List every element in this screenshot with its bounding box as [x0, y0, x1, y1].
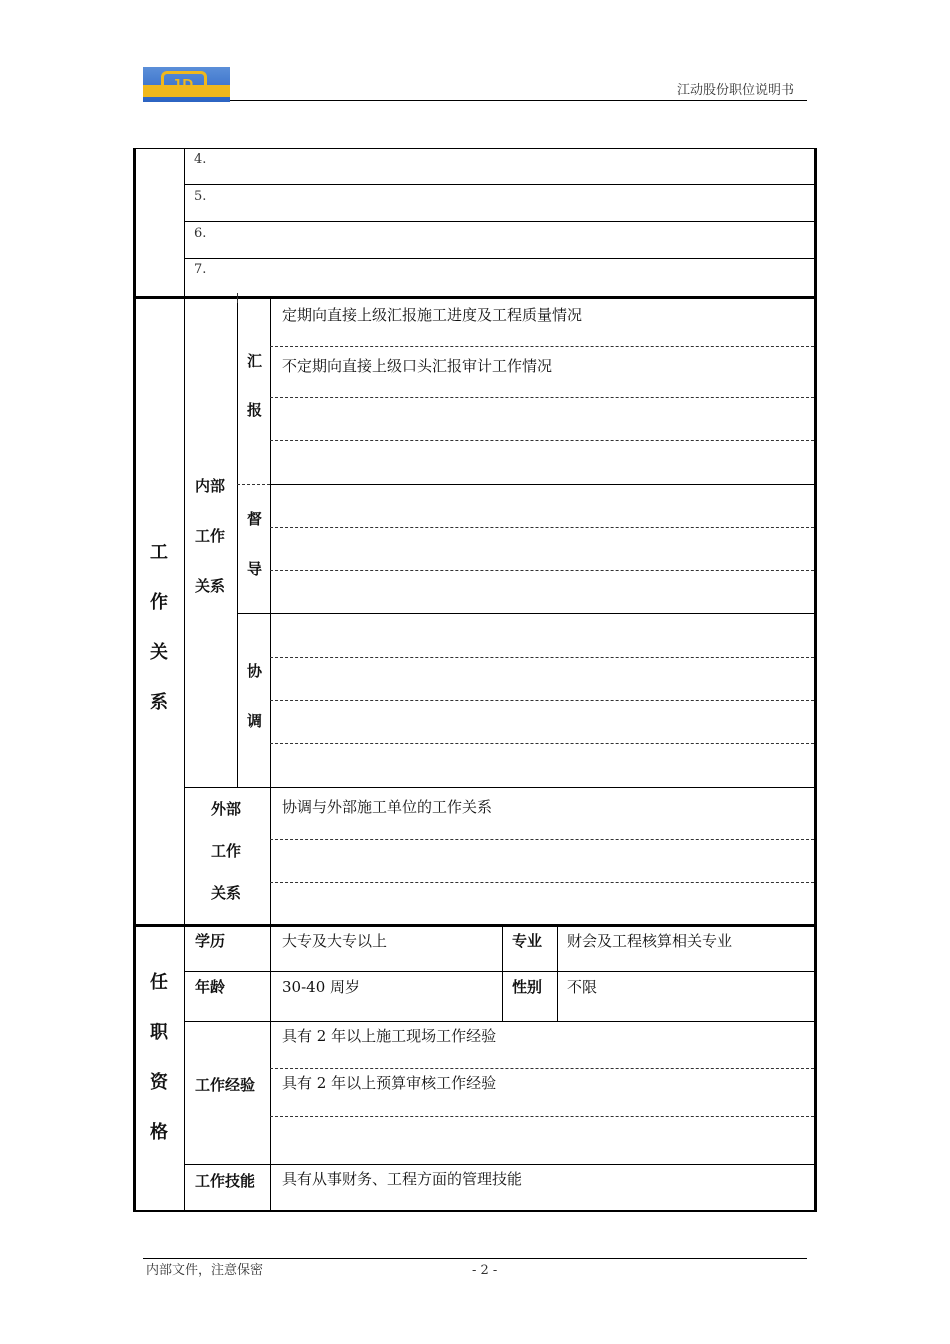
section-title-char: 作 [150, 592, 168, 613]
section-title-char: 工 [150, 542, 168, 563]
internal-label: 工作 [195, 527, 226, 545]
report-label: 汇 [247, 352, 263, 370]
report-item: 不定期向直接上级口头汇报审计工作情况 [282, 357, 553, 375]
major-label: 专业 [512, 932, 543, 950]
report-label: 报 [247, 401, 263, 419]
section-divider-1 [133, 296, 817, 299]
section-title-char: 职 [150, 1022, 168, 1043]
experience-item: 具有 2 年以上预算审核工作经验 [282, 1074, 497, 1092]
education-label: 学历 [195, 932, 226, 950]
page-number: - 2 - [472, 1263, 498, 1278]
external-label: 关系 [211, 884, 242, 902]
age-label: 年龄 [195, 978, 226, 996]
gender-value: 不限 [567, 978, 598, 996]
external-item: 协调与外部施工单位的工作关系 [282, 798, 493, 816]
doc-title: 江动股份职位说明书 [677, 83, 795, 98]
coordinate-label: 调 [247, 712, 263, 730]
section-title-char: 关 [150, 642, 168, 663]
footer-confidential: 内部文件，注意保密 [146, 1263, 264, 1278]
section-title-char: 任 [150, 972, 168, 993]
table-border-left [133, 148, 136, 1212]
table-border-right [814, 148, 817, 1212]
external-label: 工作 [211, 842, 242, 860]
supervise-label: 导 [247, 560, 263, 578]
header-rule [230, 100, 807, 101]
duty-item: 7. [194, 262, 207, 277]
coordinate-label: 协 [247, 662, 263, 680]
section-title-char: 格 [150, 1122, 168, 1143]
section-divider-2 [133, 924, 817, 927]
internal-label: 内部 [195, 477, 226, 495]
experience-item: 具有 2 年以上施工现场工作经验 [282, 1027, 497, 1045]
education-value: 大专及大专以上 [282, 932, 388, 950]
major-value: 财会及工程核算相关专业 [567, 932, 733, 950]
internal-label: 关系 [195, 577, 226, 595]
skills-label: 工作技能 [195, 1172, 256, 1190]
table-bottom-edge [133, 1210, 817, 1212]
section-title-char: 资 [150, 1072, 168, 1093]
duty-item: 5. [194, 189, 207, 204]
duty-item: 6. [194, 226, 207, 241]
skills-item: 具有从事财务、工程方面的管理技能 [282, 1170, 523, 1188]
footer-rule [143, 1258, 807, 1259]
experience-label: 工作经验 [195, 1076, 256, 1094]
report-item: 定期向直接上级汇报施工进度及工程质量情况 [282, 306, 583, 324]
duty-item: 4. [194, 152, 207, 167]
age-value: 30-40 周岁 [282, 978, 361, 996]
company-logo: JD [143, 67, 230, 102]
gender-label: 性别 [512, 978, 543, 996]
section-title-char: 系 [150, 692, 168, 713]
external-label: 外部 [211, 800, 242, 818]
supervise-label: 督 [247, 510, 263, 528]
